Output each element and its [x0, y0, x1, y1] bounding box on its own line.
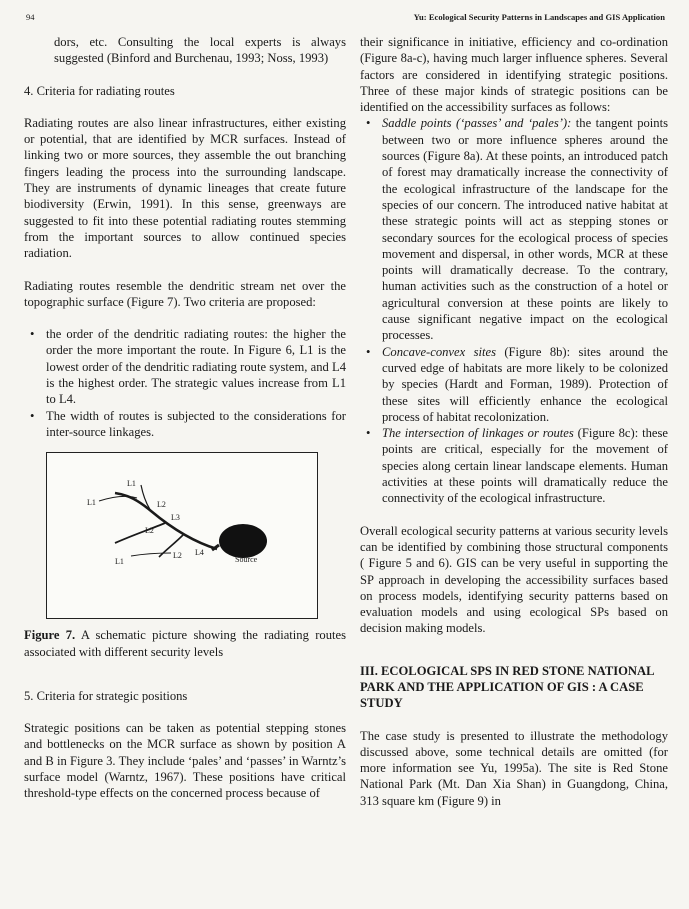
- route-label: L2: [173, 551, 182, 561]
- list-item: • the order of the dendritic radiating routes: the higher the order the more important the route. In Figure 6, L1 is the lowest order of the dendritic radiating route system, and L4 is the highest order. The strategic values increase from L1 to L4.: [24, 326, 346, 407]
- left-column: [24, 34, 346, 802]
- item-text: (Figure 8c): these points are critical, especially for the movement of species along certain linear landscape elements. Human activities at these points will dramatically reduce the connectivity of the ecological infrastructure.: [382, 426, 668, 506]
- list-item-concave-convex: [360, 344, 668, 425]
- route-label: L3: [171, 513, 180, 523]
- route-branch: [131, 553, 171, 556]
- term: Concave-convex sites: [382, 344, 496, 359]
- caption-text: A schematic picture showing the radiating routes associated with different security levels: [24, 628, 346, 659]
- paragraph-continued: their significance in initiative, efficiency and co-ordination (Figure 8a-c), having much larger influence spheres. Several factors are considered in identifying strategic positions. Three of these major kinds of strategic positions can be identified on the accessibility surfaces as follows:: [360, 35, 668, 115]
- source-blob: [219, 524, 267, 558]
- item-text: the tangent points between two or more influence spheres around the sources (Figure 8a). At these points, an introduced patch of forest may dramatically increase the connectivity of the ecological infrastructure of the landscape for the species of our concern. The introduced native habitat at these strategic points will act as stepping stones or secondary sources for the ecological process of species movement and dispersal, in other words, MCR at these points will dramatically decrease. To the contrary, human activities such as the construction of a hotel or agricultural conversion at these points are likely to cause significant negative impact on the ecological processes.: [382, 116, 668, 343]
- list-item-intersection: [360, 425, 668, 506]
- list-item: • The width of routes is subjected to the considerations for inter-source linkages.: [24, 408, 346, 441]
- route-label: L1: [87, 498, 96, 508]
- route-label: L2: [157, 500, 166, 510]
- paragraph: The case study is presented to illustrate the methodology discussed above, some technical details are omitted (for more information see Yu, 1995a). The site is Red Stone National Park (Mt. Dan Xia Shan) in Guangdong, China, 313 square km (Figure 9) in: [360, 728, 668, 808]
- caption-label: Figure 7.: [24, 628, 76, 643]
- figure-7-diagram: [46, 452, 318, 619]
- route-label: L2: [145, 526, 154, 536]
- source-label: Source: [235, 555, 258, 565]
- route-label: L1: [115, 557, 124, 567]
- term: Saddle points (‘passes’ and ‘pales’):: [382, 116, 572, 131]
- paragraph-continued: dors, etc. Consulting the local experts is always suggested (Binford and Burchenau, 1993; Noss, 1993): [54, 35, 346, 66]
- paragraph: Radiating routes resemble the dendritic stream net over the topographic surface (Figure 7). Two criteria are proposed:: [24, 278, 346, 309]
- running-header: [26, 12, 665, 26]
- paragraph: Overall ecological security patterns at various security levels can be identified by combining those structural components ( Figure 5 and 6). GIS can be very useful in supporting the SP approach in developing the accessibility surfaces based on process models, identifying security patterns based on evaluation models and using ecological SPs based on decision making models.: [360, 523, 668, 636]
- paragraph: Strategic positions can be taken as potential stepping stones and bottlenecks on the MCR surface as shown by position A and B in Figure 3. They include ‘pales’ and ‘passes’ in Warntz’s surface model (Warntz, 1967). These positions have critical threshold-type effects on the concerned process because of: [24, 721, 346, 801]
- term: The intersection of linkages or routes: [382, 426, 574, 441]
- route-label: L4: [195, 548, 204, 558]
- route-main: [115, 493, 217, 549]
- item-text: (Figure 8b): sites around the curved edge of habitats are more likely to be colonized by species (Hardt and Forman, 1989). Protection of these sites will efficiently enhance the ecological process of habitat recolonization.: [382, 344, 668, 424]
- strategic-positions-list: [360, 115, 668, 506]
- figure-7-caption: [24, 627, 346, 660]
- page-number: 94: [26, 12, 35, 22]
- criteria-list: [24, 326, 346, 440]
- list-item-saddle-points: [360, 115, 668, 343]
- section-heading-radiating-routes: 4. Criteria for radiating routes: [24, 83, 175, 98]
- running-title: Yu: Ecological Security Patterns in Landscapes and GIS Application: [413, 12, 665, 22]
- section-heading-case-study: III. ECOLOGICAL SPS IN RED STONE NATIONAL PARK AND THE APPLICATION OF GIS : A CASE STUDY: [360, 663, 654, 711]
- radiating-routes-diagram: [47, 453, 317, 618]
- route-branch: [115, 523, 165, 543]
- right-column: [360, 34, 668, 809]
- paragraph: Radiating routes are also linear infrastructures, either existing or potential, that are identified by MCR surfaces. Instead of linking two or more sources, they assemble the out branching fingers leading the process into the surrounding landscape. They are instruments of dynamic lineages that create future biodiversity (Erwin, 1991). In this sense, greenways are suggested to fit into these potential radiating routes stemming from the important sources to allow continued species radiation.: [24, 115, 346, 261]
- route-label: L1: [127, 479, 136, 489]
- route-main-join: [212, 545, 219, 550]
- section-heading-strategic-positions: 5. Criteria for strategic positions: [24, 688, 188, 703]
